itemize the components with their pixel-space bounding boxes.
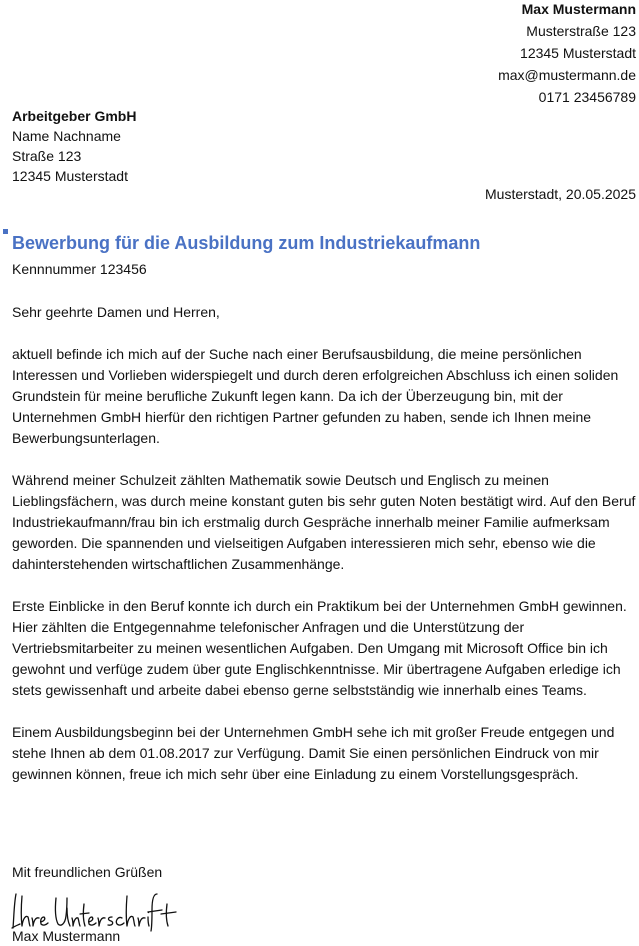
sender-name: Max Mustermann xyxy=(521,1,636,17)
sender-phone: 0171 23456789 xyxy=(538,89,636,105)
recipient-address-block xyxy=(12,106,136,186)
body-paragraph: aktuell befinde ich mich auf der Suche nach einer Berufsausbildung, die meine persönlichen Interessen und Vorlieben widerspiegelt und durch deren erfolgreichen Abschluss ich einen soliden Grundstein für meine berufliche Zukunft legen kann. Da ich der Überzeugung bin, mit der Unternehmen GmbH hierfür den richtigen Partner gefunden zu haben, sende ich Ihnen meine Bewerbungsunterlagen. xyxy=(12,346,619,446)
sender-city: 12345 Musterstadt xyxy=(520,45,636,61)
subject-marker xyxy=(3,229,8,234)
reference-number: Kennnummer 123456 xyxy=(12,261,147,277)
recipient-street: Straße 123 xyxy=(12,148,82,164)
subject-line: Bewerbung für die Ausbildung zum Industriekaufmann xyxy=(12,233,481,253)
sender-street: Musterstraße 123 xyxy=(526,23,636,39)
recipient-city: 12345 Musterstadt xyxy=(12,168,128,184)
body-paragraph: Während meiner Schulzeit zählten Mathematik sowie Deutsch und Englisch zu meinen Lieblingsfächern, was durch meine konstant guten bis sehr guten Noten bestätigt wird. Auf den Beruf Industriekaufmann/frau bin ich erstmalig durch Gespräche innerhalb meiner Familie aufmerksam geworden. Die spannenden und vielseitigen Aufgaben interessieren mich sehr, ebenso wie die dahinterstehenden wirtschaftlichen Zusammenhänge. xyxy=(12,472,636,572)
sender-email: max@mustermann.de xyxy=(498,67,636,83)
body-paragraph: Einem Ausbildungsbeginn bei der Unternehmen GmbH sehe ich mit großer Freude entgegen und stehe Ihnen ab dem 01.08.2017 zur Verfügung. Damit Sie einen persönlichen Eindruck von mir gewinnen können, freue ich mich sehr über eine Einladung zu einem Vorstellungsgespräch. xyxy=(12,724,615,782)
signer-name: Max Mustermann xyxy=(12,928,121,944)
sender-address-block xyxy=(498,0,636,108)
letter-body xyxy=(12,344,636,806)
signature-text: Ihre Unterschrift xyxy=(10,888,18,889)
recipient-company: Arbeitgeber GmbH xyxy=(12,108,137,124)
place-and-date: Musterstadt, 20.05.2025 xyxy=(485,186,636,202)
body-paragraph: Erste Einblicke in den Beruf konnte ich durch ein Praktikum bei der Unternehmen GmbH gewinnen. Hier zählten die Entgegennahme telefonischer Anfragen und die Unterstützung der Vertriebsmitarbeiter zu meinen wesentlichen Aufgaben. Den Umgang mit Microsoft Office bin ich gewohnt und verfüge zudem über gute Englischkenntnisse. Mir übertragene Aufgaben erledige ich stets gewissenhaft und arbeite dabei ebenso gerne selbstständig wie innerhalb eines Teams. xyxy=(12,598,627,698)
recipient-contact: Name Nachname xyxy=(12,128,121,144)
closing-phrase: Mit freundlichen Grüßen xyxy=(12,864,163,880)
salutation: Sehr geehrte Damen und Herren, xyxy=(12,304,220,320)
